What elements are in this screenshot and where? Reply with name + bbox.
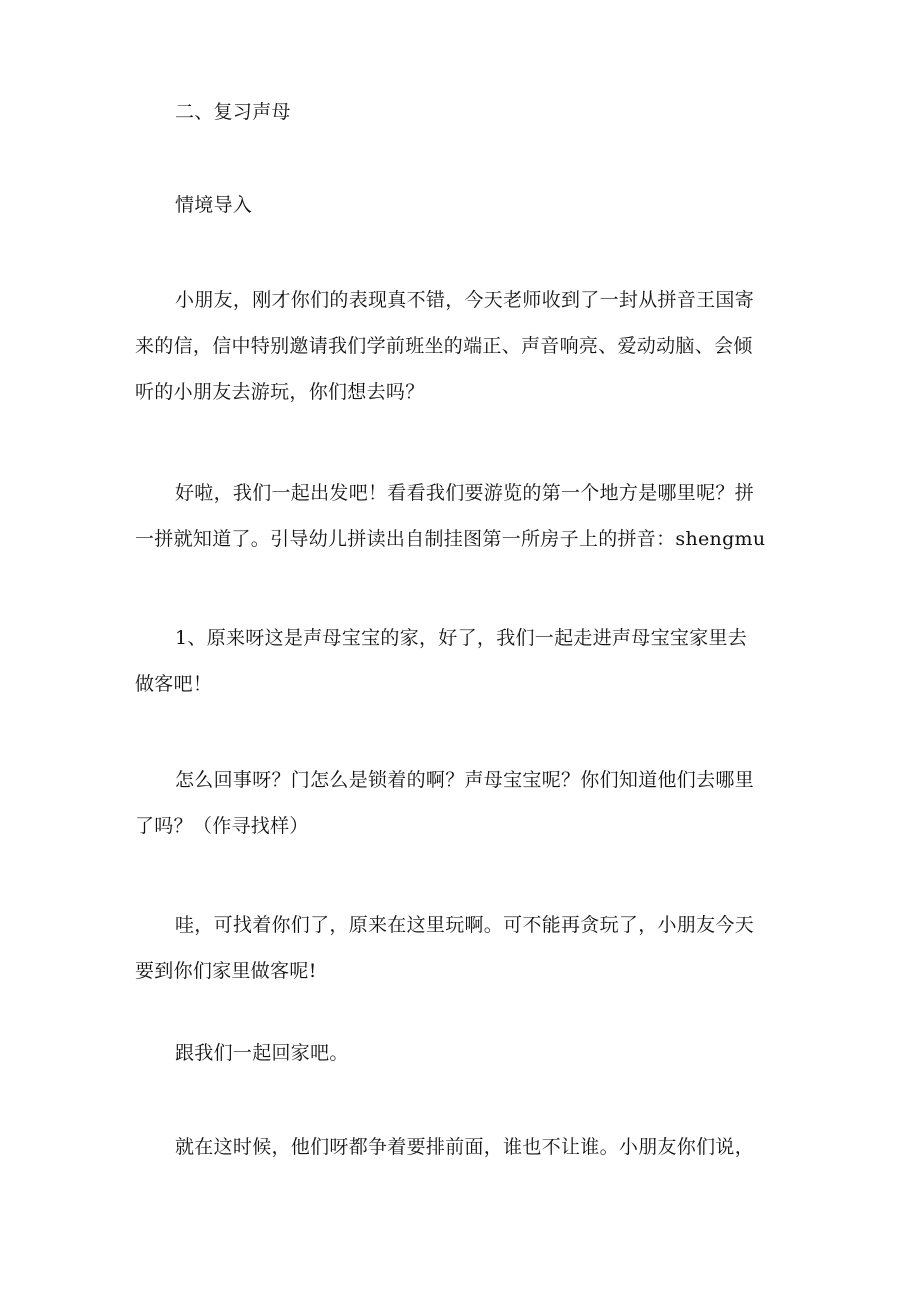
section-heading [135, 89, 785, 135]
paragraph [135, 902, 785, 994]
paragraph [135, 1124, 785, 1170]
paragraph [135, 615, 785, 707]
paragraph-line: 1、原来呀这是声母宝宝的家，好了，我们一起走进声母宝宝家里去 [175, 627, 748, 649]
paragraph-line: 怎么回事呀？门怎么是锁着的啊？声母宝宝呢？你们知道他们去哪里 [175, 769, 755, 791]
paragraph-line: 小朋友，刚才你们的表现真不错，今天老师收到了一封从拼音王国寄 [175, 289, 755, 311]
paragraph-line: 好啦，我们一起出发吧！看看我们要游览的第一个地方是哪里呢？拼 [175, 482, 755, 504]
paragraph [135, 470, 785, 562]
paragraph-line: 一拼就知道了。引导幼儿拼读出自制挂图第一所房子上的拼音：shengmu [135, 528, 766, 550]
paragraph-line: 听的小朋友去游玩，你们想去吗？ [135, 381, 425, 403]
paragraph [135, 757, 785, 849]
paragraph-line: 就在这时候，他们呀都争着要排前面，谁也不让谁。小朋友你们说， [175, 1136, 755, 1158]
paragraph-line: 要到你们家里做客呢! [135, 960, 317, 982]
paragraph-line: 做客吧！ [135, 673, 213, 695]
subsection-heading [135, 182, 785, 228]
paragraph [135, 277, 785, 415]
paragraph-line: 来的信，信中特别邀请我们学前班坐的端正、声音响亮、爱动动脑、会倾 [135, 335, 753, 357]
paragraph-line: 跟我们一起回家吧。 [175, 1042, 349, 1064]
paragraph [135, 1030, 785, 1076]
paragraph-line: 二、复习声母 [175, 101, 291, 123]
paragraph-line: 了吗？（作寻找样） [135, 815, 309, 837]
paragraph-line: 哇，可找着你们了，原来在这里玩啊。可不能再贪玩了，小朋友今天 [175, 914, 755, 936]
paragraph-line: 情境导入 [175, 194, 253, 216]
